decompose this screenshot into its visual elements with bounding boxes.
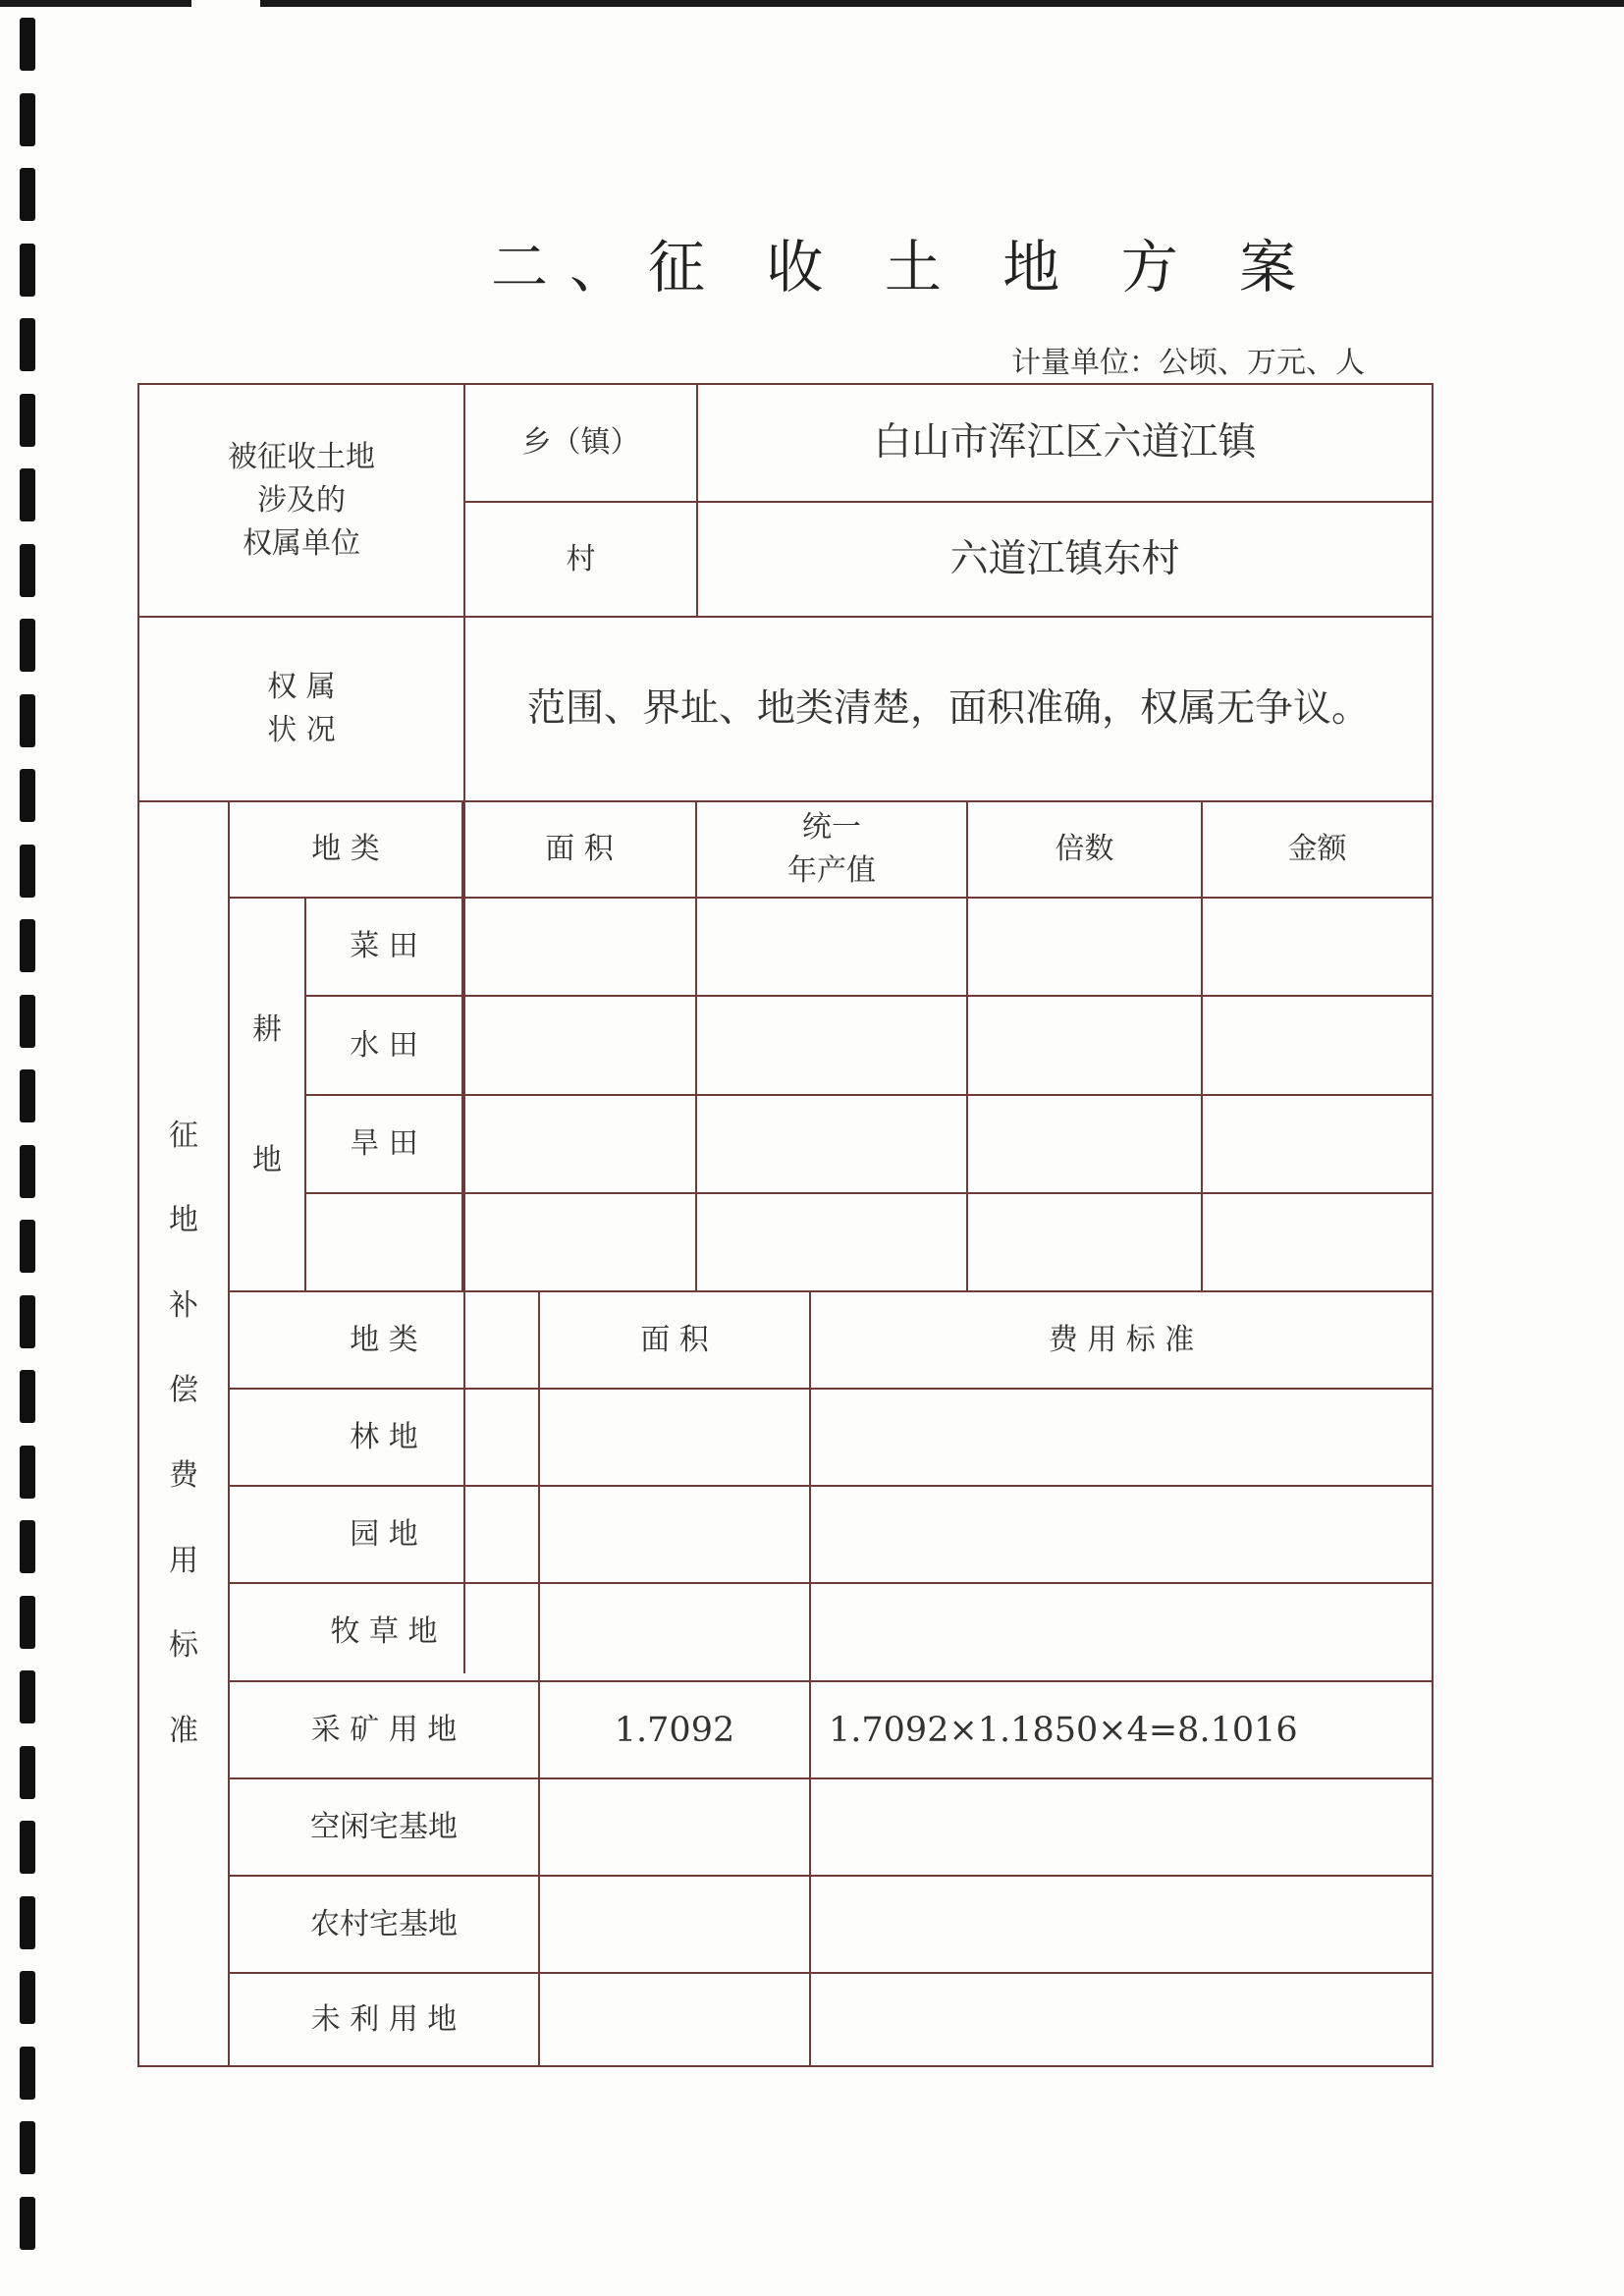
binding-hole-mark <box>20 544 35 597</box>
page-title: 二、征 收 土 地 方 案 <box>491 234 1319 301</box>
other-land-type: 农村宅基地 <box>310 1906 458 1941</box>
binding-hole-mark <box>20 1069 35 1122</box>
other-land-area <box>540 1487 809 1582</box>
cultivated-type: 旱 田 <box>350 1126 418 1161</box>
header-land-type: 地 类 <box>311 832 380 866</box>
binding-hole-mark <box>20 2047 35 2100</box>
ownership-status-label: 权 属 状 况 <box>267 670 336 747</box>
cultivated-area <box>463 1096 695 1192</box>
binding-hole-mark <box>20 1596 35 1649</box>
cultivated-output <box>697 1194 966 1290</box>
other-land-area <box>540 1584 809 1680</box>
cultivated-amount <box>1203 1096 1432 1192</box>
other-header-land-type: 地 类 <box>350 1322 418 1357</box>
header-multiple: 倍数 <box>1055 832 1114 866</box>
binding-hole-mark <box>20 168 35 221</box>
binding-hole-mark <box>20 845 35 898</box>
other-header-area: 面 积 <box>640 1322 709 1357</box>
cultivated-area <box>463 899 695 995</box>
binding-hole-mark <box>20 18 35 71</box>
binding-hole-mark <box>20 1220 35 1273</box>
binding-hole-mark <box>20 2197 35 2250</box>
binding-hole-mark <box>20 995 35 1048</box>
binding-hole-mark <box>20 244 35 297</box>
other-land-type: 未 利 用 地 <box>310 2001 458 2037</box>
other-land-standard <box>811 1779 1432 1875</box>
binding-hole-mark <box>20 1520 35 1573</box>
binding-hole-mark <box>20 1370 35 1423</box>
cultivated-multiple <box>968 899 1201 995</box>
binding-hole-mark <box>20 919 35 972</box>
township-label: 乡（镇） <box>521 425 640 460</box>
cultivated-area <box>463 997 695 1094</box>
binding-hole-mark <box>20 1145 35 1198</box>
other-header-standard: 费 用 标 准 <box>1048 1322 1195 1357</box>
ownership-status-value: 范围、界址、地类清楚，面积准确，权属无争议。 <box>526 686 1370 731</box>
binding-hole-mark <box>20 394 35 447</box>
cultivated-group-label: 耕 地 <box>252 1011 282 1177</box>
other-land-area <box>540 1974 809 2065</box>
cultivated-type <box>306 1194 461 1290</box>
header-amount: 金额 <box>1287 832 1347 866</box>
table-line <box>137 2065 1434 2067</box>
other-land-standard <box>811 1487 1432 1582</box>
binding-hole-mark <box>20 769 35 822</box>
other-land-type: 林 地 <box>350 1419 418 1454</box>
scan-top-edge-gap <box>191 0 260 7</box>
binding-hole-mark <box>20 1821 35 1874</box>
cultivated-multiple <box>968 1194 1201 1290</box>
binding-hole-mark <box>20 1446 35 1499</box>
compensation-side-label: 征 地 补 偿 费 用 标 准 <box>169 1118 198 1748</box>
cultivated-type: 菜 田 <box>350 929 418 963</box>
village-label: 村 <box>566 541 596 576</box>
cultivated-area <box>463 1194 695 1290</box>
other-land-type: 空闲宅基地 <box>310 1809 458 1844</box>
village-value: 六道江镇东村 <box>949 536 1180 581</box>
binding-hole-mark <box>20 1746 35 1799</box>
cultivated-output <box>697 997 966 1094</box>
binding-hole-mark <box>20 619 35 672</box>
other-land-type: 园 地 <box>350 1516 418 1552</box>
cultivated-amount <box>1203 1194 1432 1290</box>
binding-hole-mark <box>20 318 35 371</box>
binding-hole-mark <box>20 468 35 521</box>
binding-hole-mark <box>20 93 35 146</box>
binding-hole-mark <box>20 694 35 747</box>
binding-hole-mark <box>20 1295 35 1348</box>
other-land-type: 采 矿 用 地 <box>310 1712 458 1747</box>
other-land-standard <box>811 1974 1432 2065</box>
cultivated-multiple <box>968 1096 1201 1192</box>
other-land-standard <box>811 1584 1432 1680</box>
other-land-area <box>540 1390 809 1485</box>
other-land-area: 1.7092 <box>614 1710 735 1750</box>
other-land-standard <box>811 1390 1432 1485</box>
binding-hole-mark <box>20 1896 35 1949</box>
header-output-value: 统一 年产值 <box>787 810 876 888</box>
cultivated-type: 水 田 <box>350 1027 418 1063</box>
other-land-area <box>540 1779 809 1875</box>
other-land-standard <box>811 1877 1432 1972</box>
township-value: 白山市浑江区六道江镇 <box>873 420 1257 465</box>
cultivated-multiple <box>968 997 1201 1094</box>
cultivated-output <box>697 1096 966 1192</box>
unit-note: 计量单位：公顷、万元、人 <box>1011 346 1365 380</box>
table-line <box>1432 383 1434 2067</box>
ownership-header: 被征收土地 涉及的 权属单位 <box>228 439 375 561</box>
binding-hole-mark <box>20 1971 35 2024</box>
header-area: 面 积 <box>545 832 614 866</box>
binding-hole-mark <box>20 2121 35 2174</box>
binding-hole-mark <box>20 1670 35 1723</box>
cultivated-amount <box>1203 899 1432 995</box>
cultivated-amount <box>1203 997 1432 1094</box>
other-land-area <box>540 1877 809 1972</box>
other-land-standard: 1.7092×1.1850×4=8.1016 <box>829 1710 1298 1750</box>
cultivated-output <box>697 899 966 995</box>
other-land-type: 牧 草 地 <box>330 1614 438 1649</box>
